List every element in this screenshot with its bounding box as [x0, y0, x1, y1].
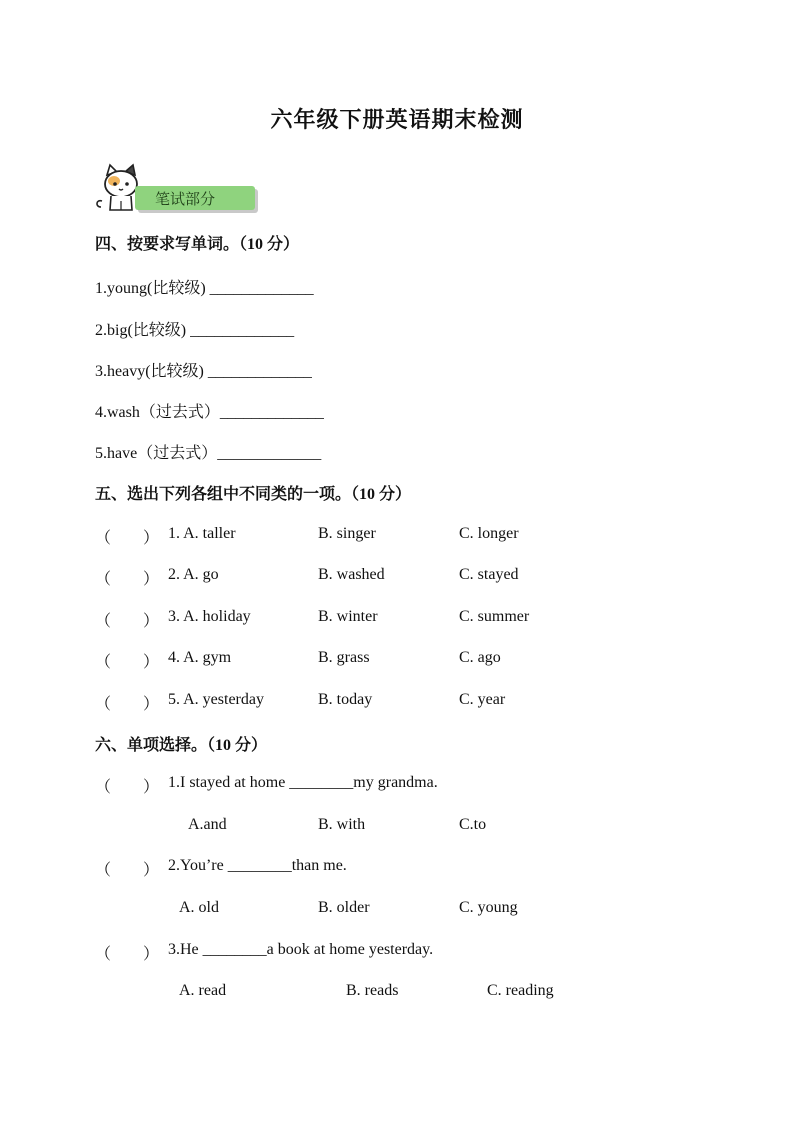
question-stem: 1.I stayed at home ________my grandma.: [168, 774, 438, 791]
option-b: B. winter: [318, 608, 378, 625]
question-stem: 3.He ________a book at home yesterday.: [168, 941, 434, 958]
option-a: A. old: [179, 899, 219, 916]
option-b: B. with: [318, 816, 366, 833]
answer-paren: （ ）: [95, 613, 160, 630]
option-b: B. grass: [318, 649, 370, 666]
option-a: 4. A. gym: [168, 649, 232, 666]
option-c: C. ago: [459, 649, 501, 666]
option-b: B. reads: [346, 982, 399, 999]
page-title: 六年级下册英语期末检测: [270, 107, 524, 132]
option-c: C.to: [459, 816, 487, 833]
section6-heading: 六、单项选择。（10 分）: [95, 737, 268, 754]
section4-item: 2.big(比较级) _____________: [95, 322, 295, 339]
answer-paren: （ ）: [95, 571, 160, 588]
section-banner-label-box: [135, 186, 255, 210]
answer-paren: （ ）: [95, 530, 160, 547]
answer-paren: （ ）: [95, 654, 160, 671]
question-stem: 2.You’re ________than me.: [168, 857, 347, 874]
option-c: C. summer: [459, 608, 530, 625]
option-b: B. singer: [318, 525, 376, 542]
section5-heading: 五、选出下列各组中不同类的一项。（10 分）: [95, 486, 412, 503]
section4-item: 1.young(比较级) _____________: [95, 280, 314, 297]
answer-paren: （ ）: [95, 696, 160, 713]
section4-item: 5.have（过去式）_____________: [95, 445, 322, 462]
section-banner: [95, 163, 260, 215]
option-b: B. washed: [318, 566, 385, 583]
option-c: C. young: [459, 899, 518, 916]
option-a: 5. A. yesterday: [168, 691, 264, 708]
answer-paren: （ ）: [95, 946, 160, 963]
answer-paren: （ ）: [95, 862, 160, 879]
section4-item: 4.wash（过去式）_____________: [95, 404, 324, 421]
option-c: C. reading: [487, 982, 554, 999]
section-banner-label: 笔试部分: [155, 190, 216, 208]
option-a: 1. A. taller: [168, 525, 236, 542]
option-c: C. longer: [459, 525, 519, 542]
option-c: C. year: [459, 691, 506, 708]
option-b: B. today: [318, 691, 373, 708]
option-a: 2. A. go: [168, 566, 219, 583]
option-a: A.and: [188, 816, 227, 833]
option-c: C. stayed: [459, 566, 519, 583]
section4-item: 3.heavy(比较级) _____________: [95, 363, 312, 380]
option-a: 3. A. holiday: [168, 608, 251, 625]
section4-heading: 四、按要求写单词。（10 分）: [95, 236, 300, 253]
option-a: A. read: [179, 982, 227, 999]
answer-paren: （ ）: [95, 779, 160, 796]
option-b: B. older: [318, 899, 370, 916]
